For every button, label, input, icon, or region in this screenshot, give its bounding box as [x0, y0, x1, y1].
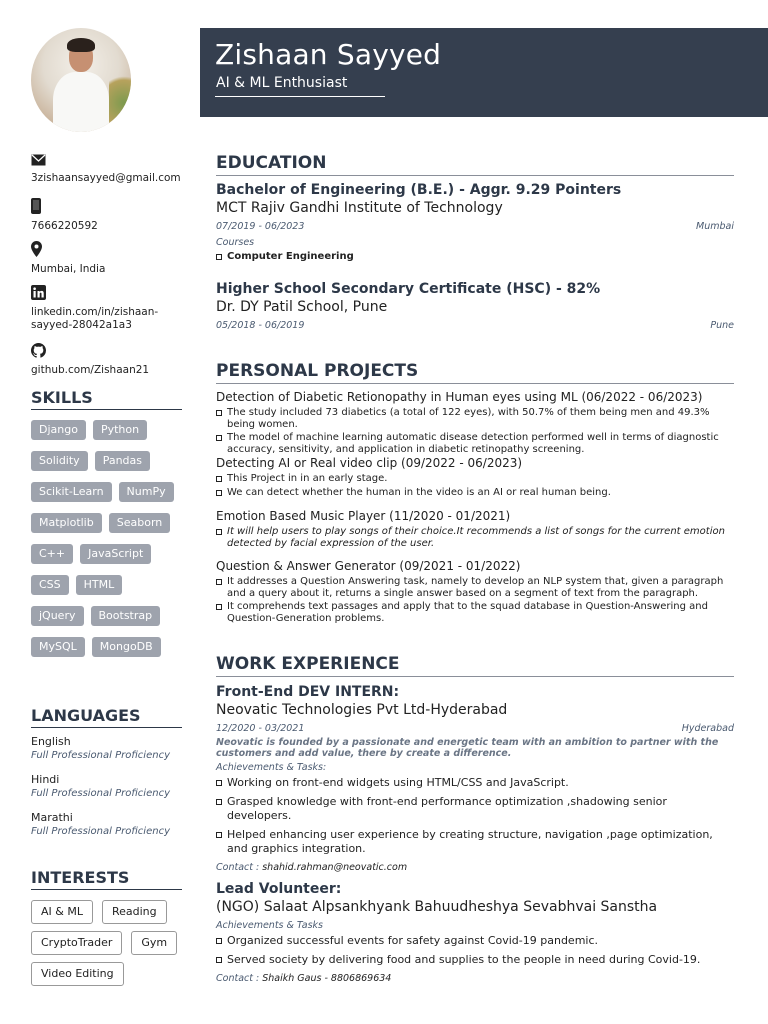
job-item	[216, 683, 734, 873]
skill-chip: CSS	[31, 575, 69, 595]
course-item: Computer Engineering	[216, 251, 734, 263]
language-item: English Full Professional Proficiency	[31, 735, 170, 761]
location-text: Mumbai, India	[31, 263, 106, 275]
project-title: Detecting AI or Real video clip (09/2022 - 06/2023)	[216, 456, 523, 470]
contact-email	[31, 154, 201, 185]
skills-heading: SKILLS	[31, 388, 182, 410]
school-name: Dr. DY Patil School, Pune	[216, 299, 388, 315]
job-role: Front-End DEV INTERN:	[216, 684, 400, 700]
project-title: Emotion Based Music Player (11/2020 - 01/2021)	[216, 509, 511, 523]
work-heading: WORK EXPERIENCE	[216, 654, 734, 677]
project-bullet: It will help users to play songs of their choice.It recommends a list of songs for the current emotion detected by facial expression of the user.	[216, 526, 734, 549]
project-bullet: The study included 73 diabetics (a total of 122 eyes), with 50.7% of them being men and 49.3% being women.	[216, 407, 734, 430]
job-item	[216, 880, 734, 984]
project-item	[216, 390, 734, 455]
contact-github	[31, 343, 201, 377]
job-bullet: Served society by delivering food and supplies to the people in need during Covid-19.	[216, 953, 734, 967]
tasks-label: Achievements & Tasks	[216, 920, 323, 931]
skill-chip: Django	[31, 420, 86, 440]
job-contact: Contact : shahid.rahman@neovatic.com	[216, 862, 408, 873]
skill-chip: Pandas	[95, 451, 150, 471]
projects-heading: PERSONAL PROJECTS	[216, 361, 734, 384]
skill-chip: MySQL	[31, 637, 85, 657]
job-role: Lead Volunteer:	[216, 881, 342, 897]
github-link[interactable]: github.com/Zishaan21	[31, 364, 150, 376]
linkedin-link[interactable]: linkedin.com/in/zishaan- sayyed-28042a1a3	[31, 306, 159, 331]
contact-location	[31, 241, 201, 276]
email-text[interactable]: 3zishaansayyed@gmail.com	[31, 172, 181, 184]
education-meta: 07/2019 - 06/2023 Mumbai	[216, 221, 734, 232]
phone-icon	[31, 198, 41, 214]
job-bullet: Organized successful events for safety against Covid-19 pandemic.	[216, 934, 734, 948]
project-item	[216, 456, 734, 498]
job-company: Neovatic Technologies Pvt Ltd-Hyderabad	[216, 702, 508, 718]
job-contact: Contact : Shaikh Gaus - 8806869634	[216, 973, 392, 984]
contact-linkedin	[31, 285, 201, 332]
job-company: (NGO) Salaat Alpsankhyank Bahuudheshya Sevabhvai Sanstha	[216, 899, 658, 915]
language-item: Marathi Full Professional Proficiency	[31, 811, 170, 837]
left-column	[0, 0, 200, 1024]
project-bullet: The model of machine learning automatic disease detection performed well in terms of diagnostic accuracy, sensitivity, and application in diabetic retinopathy screening.	[216, 432, 734, 455]
courses-label: Courses	[216, 237, 255, 248]
interest-chip: CryptoTrader	[31, 931, 122, 955]
skill-chip: Scikit-Learn	[31, 482, 112, 502]
interest-chip: Reading	[102, 900, 167, 924]
skill-chip: JavaScript	[80, 544, 151, 564]
github-icon	[31, 343, 46, 358]
languages-heading: LANGUAGES	[31, 706, 182, 728]
skill-chip: C++	[31, 544, 73, 564]
skill-chip: jQuery	[31, 606, 84, 626]
project-bullet: We can detect whether the human in the video is an AI or real human being.	[216, 487, 734, 499]
skill-chip: Seaborn	[109, 513, 171, 533]
phone-text: 7666220592	[31, 220, 98, 232]
location-pin-icon	[31, 241, 42, 257]
project-bullet: This Project in in an early stage.	[216, 473, 734, 485]
project-bullet: It addresses a Question Answering task, namely to develop an NLP system that, given a paragraph and a query about it, returns a single answer based on a segment of text from the paragraph.	[216, 576, 734, 599]
job-bullet: Working on front-end widgets using HTML/CSS and JavaScript.	[216, 776, 734, 790]
interests-heading: INTERESTS	[31, 868, 182, 890]
skill-chip: Matplotlib	[31, 513, 102, 533]
language-item: Hindi Full Professional Proficiency	[31, 773, 170, 799]
company-description: Neovatic is founded by a passionate and energetic team with an ambition to partner with the customers and add value, there by create a difference.	[216, 737, 719, 759]
degree-title: Higher School Secondary Certificate (HSC) - 82%	[216, 281, 601, 297]
project-item	[216, 559, 734, 624]
job-bullet: Helped enhancing user experience by creating structure, navigation ,page optimization, and graphics integration.	[216, 828, 734, 856]
skill-chip: Solidity	[31, 451, 88, 471]
interest-chip: Video Editing	[31, 962, 124, 986]
education-meta: 05/2018 - 06/2019 Pune	[216, 320, 734, 331]
school-name: MCT Rajiv Gandhi Institute of Technology	[216, 200, 503, 216]
header-banner	[200, 28, 768, 117]
project-title: Question & Answer Generator (09/2021 - 01/2022)	[216, 559, 521, 573]
project-bullet: It comprehends text passages and apply that to the squad database in Question-Answering and Question-Generation problems.	[216, 601, 734, 624]
skill-chip: NumPy	[119, 482, 174, 502]
skill-chip: MongoDB	[92, 637, 161, 657]
skill-chip: Bootstrap	[91, 606, 161, 626]
person-name: Zishaan Sayyed	[215, 38, 442, 71]
email-icon	[31, 154, 46, 166]
interest-chip: Gym	[131, 931, 177, 955]
tagline: AI & ML Enthusiast	[216, 75, 348, 91]
interests-list	[31, 900, 191, 993]
linkedin-icon	[31, 285, 46, 300]
skill-chip: HTML	[76, 575, 123, 595]
skill-chip: Python	[93, 420, 147, 440]
job-meta: 12/2020 - 03/2021 Hyderabad	[216, 723, 734, 734]
tasks-label: Achievements & Tasks:	[216, 762, 327, 773]
education-item	[216, 280, 734, 333]
skills-list	[31, 420, 181, 668]
degree-title: Bachelor of Engineering (B.E.) - Aggr. 9.29 Pointers	[216, 182, 622, 198]
job-bullet: Grasped knowledge with front-end performance optimization ,shadowing senior developers.	[216, 795, 734, 823]
education-item	[216, 181, 734, 263]
project-item	[216, 509, 734, 549]
interest-chip: AI & ML	[31, 900, 93, 924]
education-heading: EDUCATION	[216, 153, 734, 176]
project-title: Detection of Diabetic Retionopathy in Human eyes using ML (06/2022 - 06/2023)	[216, 390, 703, 404]
contact-phone	[31, 198, 201, 233]
tagline-divider	[215, 96, 385, 97]
avatar	[31, 28, 131, 132]
